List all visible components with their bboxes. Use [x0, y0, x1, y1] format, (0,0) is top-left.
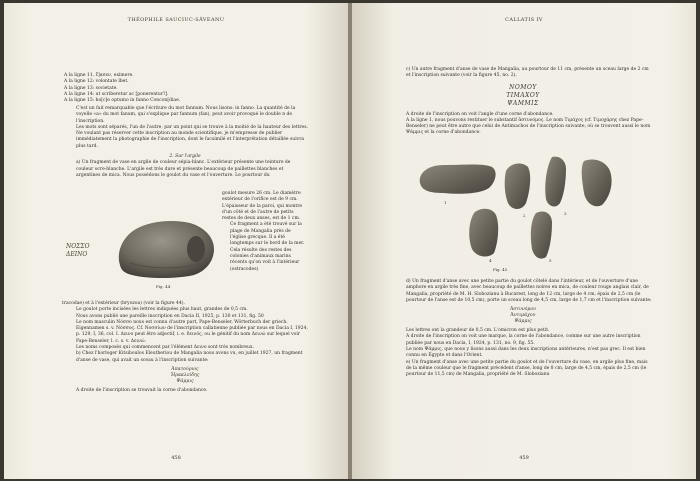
figure-44-greek-label: ΝΟΣΣΟ ΔΕΙΝΟ [66, 243, 90, 258]
book-spread [4, 3, 696, 479]
paragraph: Ne voulant pas réserver cette inscription au monde scientifique, je m'empresse de publier immédiatement la photographie de l'inscription, dont le facsimilé et l'interprétation détaillée suivra plus tard. [76, 131, 305, 149]
figure-44-vase-fragment-image [110, 215, 218, 281]
paragraph: Les mots sont séparés, l'un de l'autre, par un point qui se trouve à la moitié de la hauteur des lettres. [76, 124, 308, 130]
left-body-bottom [62, 301, 308, 394]
stamp-inscription: ΝΟΜΟΥ ΤΙΜΑΧΟΥ ΨΑΜΜΙΣ [506, 83, 540, 107]
fragment-2 [505, 164, 530, 209]
paragraph: A droite de l'inscription se trouvait la corne d'abondance. [76, 387, 208, 393]
paragraph: Les noms composés qui commencent par l'élément Δεινο sont très nombreux. [76, 345, 254, 351]
right-page-number: 459 [519, 455, 529, 461]
figure-number-1: 1 [444, 200, 447, 205]
section-title: 2. Sur l'argile [169, 154, 201, 160]
figure-44-caption: Fig. 44 [156, 284, 171, 289]
right-page-header: CALLATIS IV [505, 17, 543, 23]
left-intro-lines [64, 73, 304, 104]
stamp-inscription: Ἀπατούριος Ἡρακλείδης Ψάμμις [170, 366, 200, 384]
paragraph: a) Un fragment de vase en argile de couleur sépia-blanc. L'extérieur présente une teinture de couleur ocre-blanche. L'argile est très dure et présente beaucoup de paillettes blanches et argentines de mica. Nous possédons le goulot du vase et l'ouverture. Le pourtour du [76, 160, 291, 178]
stamp-inscription: Ἀστυνόμου Ἀντιμάχου Ψάμμις [510, 307, 536, 325]
paragraph: goulot mesure 26 cm. Le diamètre extérieur de l'orifice est de 9 cm. L'épaisseur de la paroi, qui montre d'un côté et de l'autre de petits restes de deux anses, est de 1 cm. [222, 191, 303, 222]
fragment-4 [582, 159, 612, 206]
right-body-bottom [392, 279, 654, 379]
intro-line: A la ligne 15: ho[c]e optumo in fanno Concon[diae. [64, 98, 181, 104]
paragraph: A droite de l'inscription on voit l'angle d'une corne d'abondance. [406, 111, 554, 117]
paragraph: Le goulot porte incisées les lettres indiquées plus haut, grandes de 0,5 cm. [76, 307, 248, 313]
paragraph: b) Chez l'horloger Kitsiboulos Eleutheriou de Mangalia nous avons vu, en juillet 1927, un fragment d'anse de vase, qui avait un sceau à l'inscription suivante: [76, 351, 303, 363]
figure-45-handle-fragments-image [414, 153, 640, 265]
left-body-top [62, 106, 308, 179]
paragraph: A droite de l'inscription on voit une marque, la corne de l'abondance, comme sur une autre inscription publiée par nous en Dacia, I, 1924, p. 131, no. 9, fig. 55. [406, 334, 641, 346]
left-page-header: THÉOPHILE SAUCIUC-SĂVEANU [127, 17, 225, 23]
figure-number-2: 2 [523, 213, 526, 218]
intro-line: A la ligne 13: societate. [64, 85, 118, 91]
right-body-top [392, 67, 654, 137]
figure-number-3: 3 [564, 211, 567, 216]
left-page-number: 458 [171, 455, 181, 461]
intro-line: A la ligne 14: ut scriberetur ac [ponerentur?]. [64, 91, 169, 97]
paragraph: Le nom masculin Νόσσο nous est connu d'autre part, Pape-Benseler, Wörterbuch der griech. Eigennamen s. v. Νόσσος. Cf. Νοσσίων de l'inscription callatienne publiée par nous en Dacia I, 1924, p. 129, I, 36, col. I. Δεινο peut être adjectif, i. e. δεινός, ou le génitif du nom Δεινώ sur lequel voir Pape-Benseler, l. c. s. v. Δεινώ. [76, 319, 308, 344]
intro-line: A la ligne 12: volontate lbet. [64, 79, 129, 85]
figure-number-4: 4 [489, 258, 492, 263]
figure-45-caption: Fig. 45 [493, 267, 508, 272]
fragment-1 [420, 165, 496, 194]
right-page [352, 3, 696, 479]
paragraph: c) Un autre fragment d'anse de vase de Mangalia, au pourtour de 11 cm, présente un sceau large de 2 cm et l'inscription suivante (voir la figure 45, no. 2). [406, 67, 649, 79]
left-page [4, 3, 348, 479]
paragraph: tracodae) et à l'extérieur (bryozoa) (voir la figure 44). [62, 301, 185, 306]
paragraph: e) Un fragment d'anse avec une petite partie du goulot et de l'ouverture du vase, en argile plus fine, mais de la même couleur que le fragment précédent d'anse, long de 8 cm, large de 4,5 cm, épais de 2,5 cm (le pourtour de 11,5 cm) de Mangalia, propriété de M. Slobozianu [406, 359, 648, 378]
paragraph: Nous avons publié une pareille inscription en Dacia II, 1925, p. 130 et 131, fig. 50 [76, 313, 264, 319]
left-body-right-column [222, 191, 308, 273]
fragment-3 [545, 157, 566, 207]
fragment-6 [531, 211, 552, 258]
paragraph: A la ligne 1, nous pouvons restituer le substantif ἀστυνόμος. Le nom Τιμάχος (cf. Τιμοχάρης chez Pape-Benseler) ne peut être autre que celui de Antimachos de l'inscription suivante, où se trouvent aussi le nom Ψάμμις et la corne d'abondance. [406, 117, 651, 136]
paragraph: d) Un fragment d'anse avec une petite partie du goulot côtelé dans l'intérieur, et de l'ouverture d'une amphore en argile très fine, avec beaucoup de paillettes noires en mica, de couleur rouge anglais clair, de Mangalia, propriété de M. H. Slobozianu à Bucarest, long de 12 cm, large de 4 cm, épais de 2,5 cm (le pourtour de l'anse est de 10,5 cm), porte un sceau long de 4,5 cm, large de 1,7 cm et l'inscription suivante: [406, 279, 652, 303]
figure-number-5: 5 [549, 258, 552, 263]
paragraph: Le nom Ψάμμις, que nous y lisons aussi dans les deux inscriptions antérieures, n'est pas grec. Il est bien connu en Égypte et dans l'Orient. [406, 347, 646, 359]
paragraph: C'est un fait remarquable que l'écriture du mot fannum. Nous lisons: in fanno. La quantité de la voyelle «a» du mot fanum, qui s'explique par fannum (fan), peut avoir provoqué le double n de l'inscription. [76, 106, 296, 124]
fragment-5 [469, 209, 498, 257]
paragraph: Les lettres ont la grandeur de 0,5 cm. L'omicron est plus petit. [406, 328, 550, 334]
intro-line: A la ligne 11, ἔ]ασεν, eximere. [64, 73, 134, 78]
paragraph: Ce fragment a été trouvé sur la plage de Mangalia près de l'église grecque. Il a été longtemps sur le bord de la mer. Cela résulte des restes des colonies d'animaux marins récents qu'on voit à l'intérieur (ostracodes) [230, 222, 305, 272]
